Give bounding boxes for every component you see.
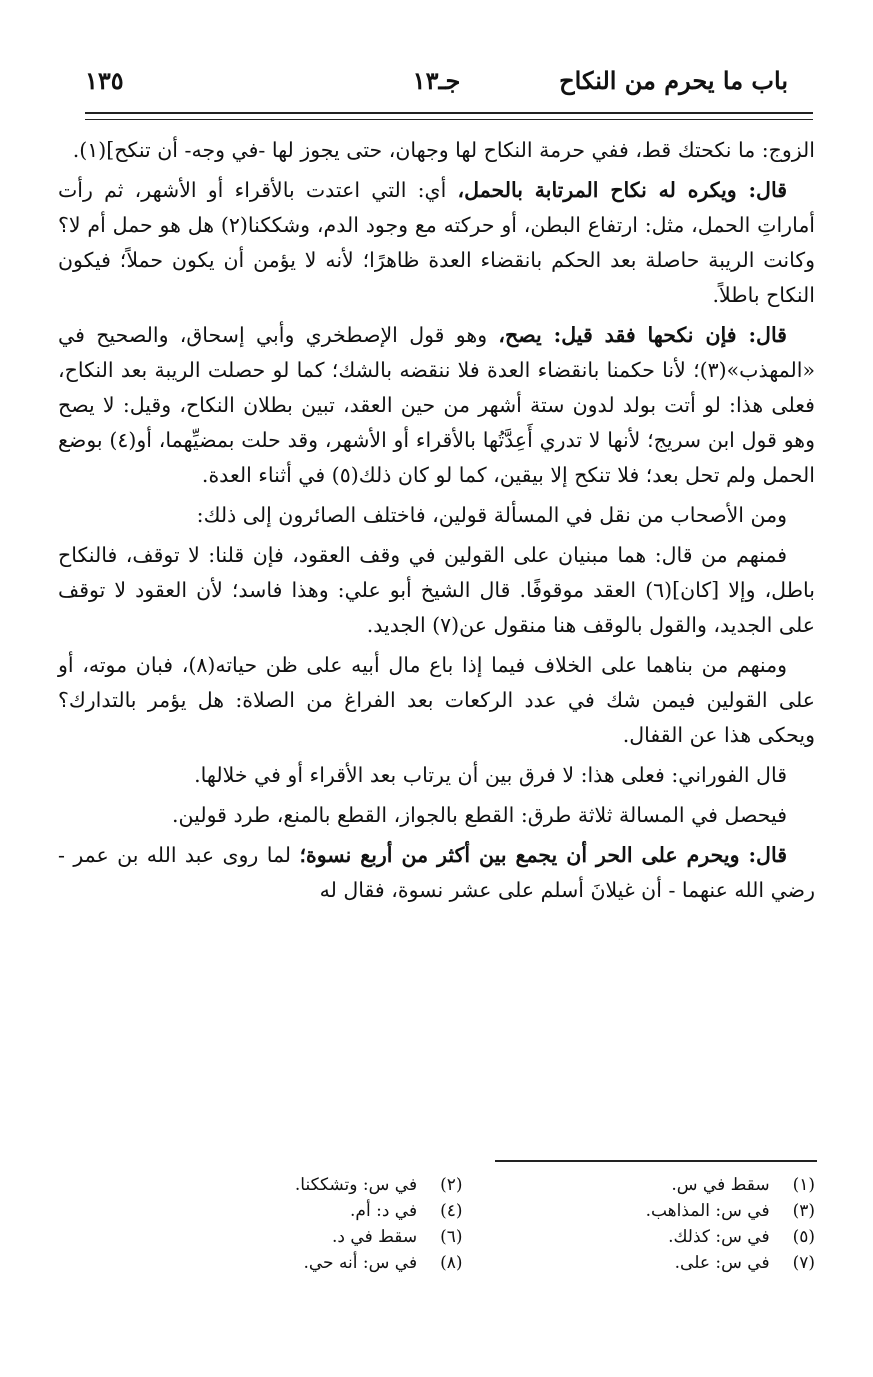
footnote-number: (٥): [792, 1227, 815, 1247]
paragraph-4: فمنهم من قال: هما مبنيان على القولين في وقف العقود، فإن قلنا: لا توقف، فالنكاح باطل، وإلا [كان](٦) العقد موقوفًا. قال الشيخ أبو علي: وهذا فاسد؛ لأن العقود لا توقف على الجديد، والقول بالوقف هنا منقول عن(٧) الجديد.: [58, 543, 815, 637]
paragraph-1: [58, 173, 815, 313]
header-rule-thin: [85, 119, 813, 120]
footnote-number: (٢): [440, 1175, 463, 1195]
footnote-1: [463, 1172, 816, 1198]
paragraph-6: قال الفوراني: فعلى هذا: لا فرق بين أن يرتاب بعد الأقراء أو في خلالها.: [194, 763, 787, 787]
footnote-text: سقط في س.: [671, 1175, 770, 1195]
footnote-number: (٤): [440, 1201, 463, 1221]
chapter-title: باب ما يحرم من النكاح: [559, 66, 788, 95]
quoted-matn: قال: ويكره له نكاح المرتابة بالحمل،: [457, 178, 787, 202]
volume-number: جـ١٣: [412, 66, 461, 95]
footnote-separator: [495, 1160, 817, 1162]
footnote-text: في د: أم.: [350, 1201, 418, 1221]
footnote-number: (٨): [440, 1253, 463, 1273]
footnote-number: (٣): [792, 1201, 815, 1221]
footnote-row: [110, 1250, 815, 1276]
page-number: ١٣٥: [85, 66, 124, 95]
paragraph-3: ومن الأصحاب من نقل في المسألة قولين، فاختلف الصائرون إلى ذلك:: [196, 503, 787, 527]
footnote-text: سقط في د.: [332, 1227, 418, 1247]
footnotes: [110, 1172, 815, 1276]
paragraph-8: [58, 838, 815, 908]
footnote-6: [110, 1224, 463, 1250]
footnote-text: في س: أنه حي.: [303, 1253, 418, 1273]
footnote-number: (١): [792, 1175, 815, 1195]
paragraph-5: ومنهم من بناهما على الخلاف فيما إذا باع مال أبيه على ظن حياته(٨)، فبان موته، أو على القولين فيمن شك في عدد الركعات بعد الفراغ من الصلاة: هل يؤمر بالتدارك؟ ويحكى هذا عن القفال.: [58, 653, 815, 747]
footnote-text: في س: المذاهب.: [645, 1201, 770, 1221]
footnote-row: [110, 1224, 815, 1250]
commentary: أي: التي اعتدت بالأقراء أو الأشهر، ثم رأت أماراتِ الحمل، مثل: ارتفاع البطن، أو حركته مع وجود الدم، وشككنا(٢) هل هو حمل أم لا؟ وكانت الريبة حاصلة بعد الحكم بانقضاء العدة ظاهرًا؛ لأنه لا يؤمن أن يكون حملاً؛ فيكون النكاح باطلاً.: [58, 178, 815, 307]
footnote-text: في س: كذلك.: [668, 1227, 770, 1247]
header-rule-thick: [85, 112, 813, 114]
quoted-matn: قال: ويحرم على الحر أن يجمع بين أكثر من أربع نسوة؛: [299, 843, 787, 867]
footnote-8: [110, 1250, 463, 1276]
footnote-4: [110, 1198, 463, 1224]
commentary: لما روى عبد الله بن عمر - رضي الله عنهما - أن غيلانَ أسلم على عشر نسوة، فقال له: [58, 843, 815, 902]
footnote-5: [463, 1224, 816, 1250]
footnote-7: [463, 1250, 816, 1276]
commentary: وهو قول الإصطخري وأبي إسحاق، والصحيح في «المهذب»(٣)؛ لأنا حكمنا بانقضاء العدة فلا ننقضه بالشك؛ كما لو حصلت الريبة بعد النكاح، فعلى هذا: لو أتت بولد لدون ستة أشهر من حين العقد، تبين بطلان النكاح، وقيل: لا يصح وهو قول ابن سريج؛ لأنها لا تدري أَعِدَّتُها بالأقراء أو الأشهر، وقد حلت بمضيِّهما، أو(٤) بوضع الحمل ولم تحل بعد؛ فلا تنكح إلا بيقين، كما لو كان ذلك(٥) في أثناء العدة.: [58, 323, 815, 487]
footnote-number: (٧): [792, 1253, 815, 1273]
footnote-text: في س: وتشككنا.: [294, 1175, 418, 1195]
main-text: [58, 133, 815, 913]
footnote-3: [463, 1198, 816, 1224]
footnote-row: [110, 1198, 815, 1224]
paragraph-2: [58, 318, 815, 493]
quoted-matn: قال: فإن نكحها فقد قيل: يصح،: [498, 323, 787, 347]
paragraph-7: فيحصل في المسالة ثلاثة طرق: القطع بالجواز، القطع بالمنع، طرد قولين.: [172, 803, 787, 827]
footnote-text: في س: على.: [674, 1253, 770, 1273]
footnote-2: [110, 1172, 463, 1198]
paragraph-0: الزوج: ما نكحتك قط، ففي حرمة النكاح لها وجهان، حتى يجوز لها -في وجه- أن تنكح](١).: [72, 138, 815, 162]
page-header: [85, 66, 788, 106]
footnote-number: (٦): [440, 1227, 463, 1247]
footnote-row: [110, 1172, 815, 1198]
